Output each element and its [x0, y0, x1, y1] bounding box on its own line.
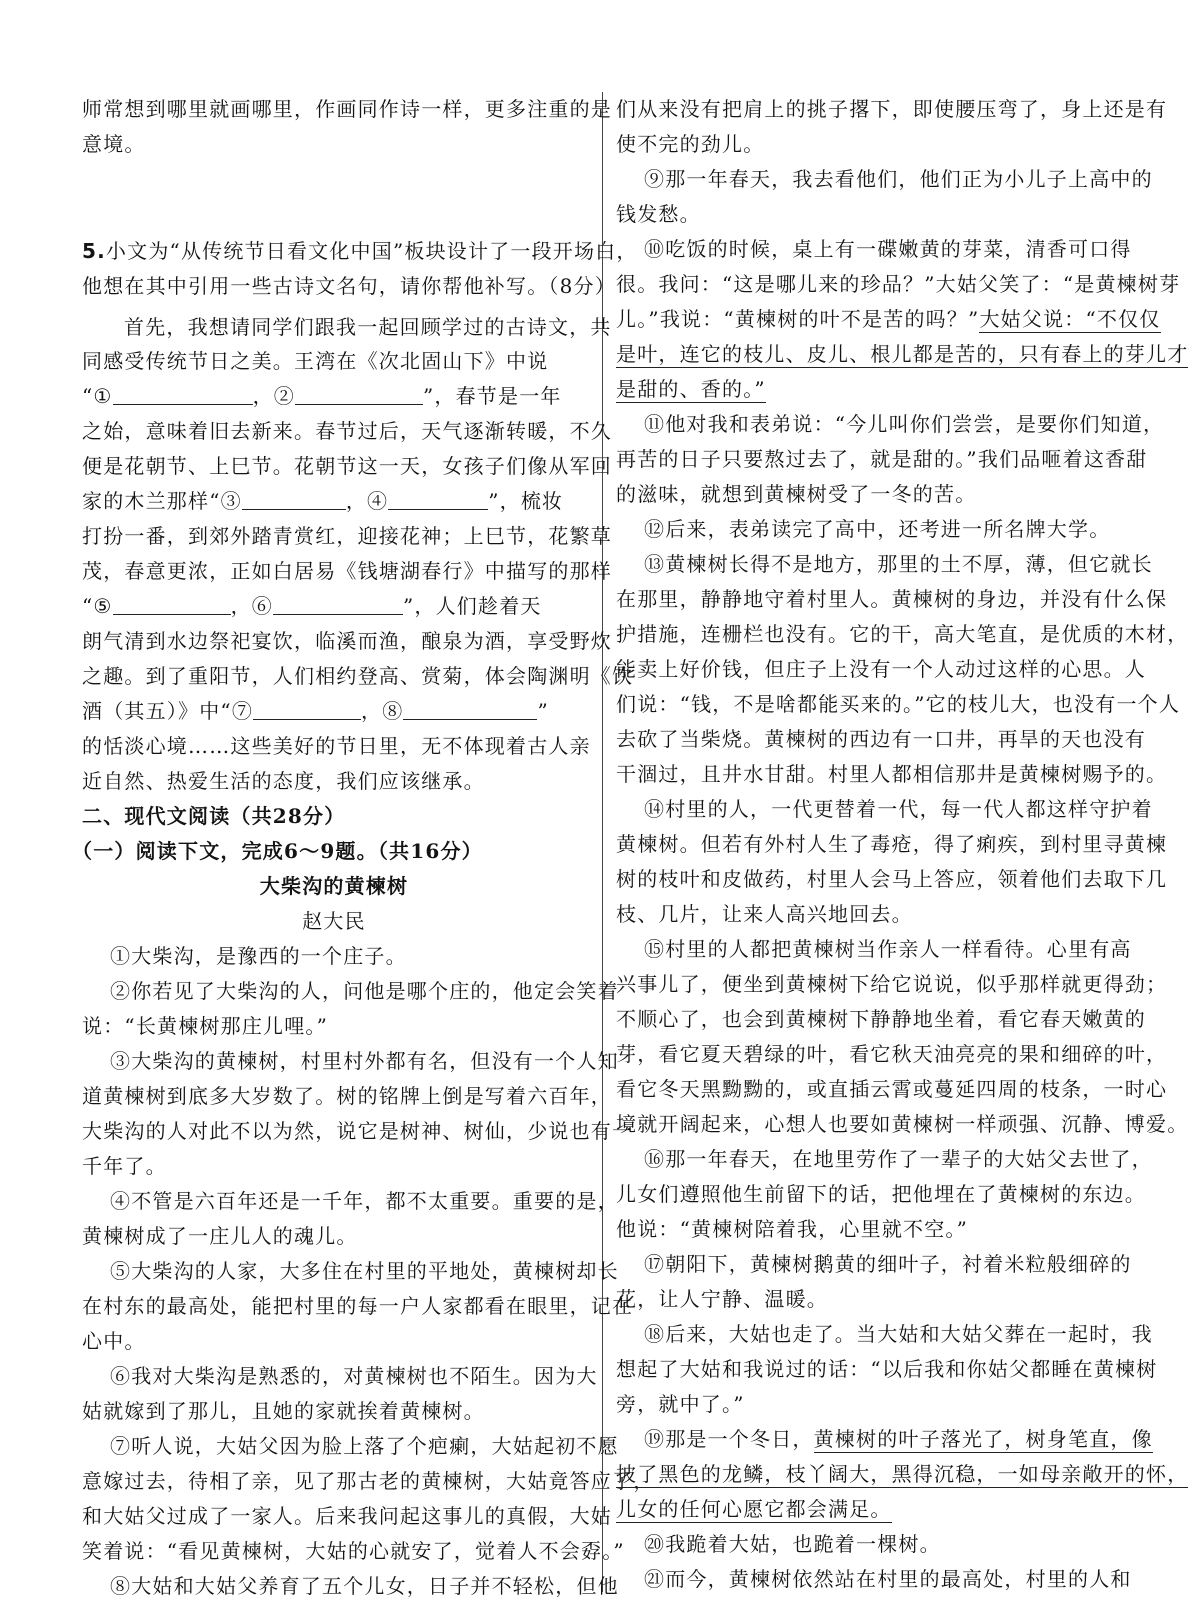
underlined-sentence: 黄楝树的叶子落光了，树身笔直，像: [813, 1427, 1153, 1451]
passage-line: 便是花朝节、上巳节。花朝节这一天，女孩子们像从军回: [82, 454, 612, 478]
article-paragraph-line: 黄楝树成了一庄儿人的魂儿。: [82, 1224, 358, 1248]
article-paragraph-line: 们从来没有把肩上的挑子撂下，即使腰压弯了，身上还是有: [616, 97, 1168, 121]
article-paragraph-line: 道黄楝树到底多大岁数了。树的铭牌上倒是写着六百年，: [82, 1084, 612, 1108]
article-paragraph-line-underlined: [616, 337, 1188, 371]
article-paragraph-line: 他说：“黄楝树陪着我，心里就不空。”: [616, 1217, 969, 1241]
blank-8[interactable]: [403, 699, 537, 720]
article-paragraph-line: ⑦听人说，大姑父因为脸上落了个疤瘌，大姑起初不愿: [110, 1434, 619, 1458]
underlined-sentence: 大姑父说：“不仅仅: [979, 307, 1161, 331]
article-title: 大柴沟的黄楝树: [259, 874, 409, 898]
blank-5[interactable]: [113, 594, 231, 615]
article-paragraph-line: ②你若见了大柴沟的人，问他是哪个庄的，他定会笑着: [110, 979, 619, 1003]
article-paragraph-line-underlined: [616, 1422, 1153, 1456]
article-paragraph-line: ①大柴沟，是豫西的一个庄子。: [110, 944, 407, 968]
passage-line: 同感受传统节日之美。王湾在《次北固山下》中说: [82, 349, 549, 373]
article-paragraph-line-underlined: [616, 1457, 1188, 1491]
blank-label-2: ，②: [252, 384, 295, 408]
article-paragraph-line: 去砍了当柴烧。黄楝树的西边有一口井，再旱的天也没有: [616, 727, 1146, 751]
passage-line-blanks-1-2: [82, 379, 562, 413]
article-paragraph-line: 笑着说：“看见黄楝树，大姑的心就安了，觉着人不会孬。”: [82, 1539, 625, 1563]
article-paragraph-line: ⑩吃饭的时候，桌上有一碟嫩黄的芽菜，清香可口得: [644, 237, 1132, 261]
article-paragraph-line: ⑱后来，大姑也走了。当大姑和大姑父葬在一起时，我: [644, 1322, 1153, 1346]
blank-1[interactable]: [113, 384, 253, 405]
article-paragraph-line: 在村东的最高处，能把村里的每一户人家都看在眼里，记在: [82, 1294, 634, 1318]
article-paragraph-line: 能卖上好价钱，但庄子上没有一个人动过这样的心思。人: [616, 657, 1146, 681]
passage-text: ”，人们趁着天: [402, 594, 542, 618]
article-paragraph-line: 树的枝叶和皮做药，村里人会马上答应，领着他们去取下几: [616, 867, 1168, 891]
article-paragraph-line: ⑳我跪着大姑，也跪着一棵树。: [644, 1532, 941, 1556]
article-paragraph-line: ⑪他对我和表弟说：“今儿叫你们尝尝，是要你们知道，: [644, 412, 1165, 436]
article-paragraph-line: 花，让人宁静、温暖。: [616, 1287, 828, 1311]
article-paragraph-line: ⑫后来，表弟读完了高中，还考进一所名牌大学。: [644, 517, 1111, 541]
article-paragraph-line: 枝、几片，让来人高兴地回去。: [616, 902, 913, 926]
passage-line-blanks-3-4: [82, 484, 563, 518]
passage-line: 首先，我想请同学们跟我一起回顾学过的古诗文，共: [124, 315, 612, 339]
article-paragraph-line: 护措施，连栅栏也没有。它的干，高大笔直，是优质的木材，: [616, 622, 1189, 646]
blank-label-7: 酒（其五）》中“⑦: [82, 699, 254, 723]
article-paragraph-line: 旁，就中了。”: [616, 1392, 745, 1416]
article-paragraph-line: 的滋味，就想到黄楝树受了一冬的苦。: [616, 482, 977, 506]
blank-label-8: ，⑧: [361, 699, 404, 723]
blank-label-3: 家的木兰那样“③: [82, 489, 242, 513]
question-5-line-1: [82, 234, 638, 268]
passage-line: 之趣。到了重阳节，人们相约登高、赏菊，体会陶渊明《饮: [82, 664, 634, 688]
article-paragraph-line: 黄楝树。但若有外村人生了毒疮，得了痢疾，到村里寻黄楝: [616, 832, 1168, 856]
question-5-line-2: 他想在其中引用一些古诗文名句，请你帮他补写。（8分）: [82, 274, 616, 298]
article-paragraph-line: 干涸过，且井水甘甜。村里人都相信那井是黄楝树赐予的。: [616, 762, 1168, 786]
blank-label-4: ，④: [345, 489, 389, 513]
passage-line: 近自然、热爱生活的态度，我们应该继承。: [82, 769, 485, 793]
article-paragraph-line: 在那里，静静地守着村里人。黄楝树的身边，并没有什么保: [616, 587, 1168, 611]
blank-label-6: ，⑥: [230, 594, 273, 618]
underlined-sentence: 是甜的、香的。”: [616, 377, 766, 401]
passage-line: 茂，春意更浓，正如白居易《钱塘湖春行》中描写的那样: [82, 559, 612, 583]
intro-line-1: 师常想到哪里就画哪里，作画同作诗一样，更多注重的是: [82, 97, 612, 121]
passage-line: 之始，意味着旧去新来。春节过后，天气逐渐转暖，不久: [82, 419, 612, 443]
article-paragraph-line: 大柴沟的人对此不以为然，说它是树神、树仙，少说也有一: [82, 1119, 634, 1143]
article-paragraph-line: 们说：“钱，不是啥都能买来的。”它的枝儿大，也没有一个人: [616, 692, 1181, 716]
article-paragraph-line: 境就开阔起来，心想人也要如黄楝树一样顽强、沉静、博爱。: [616, 1112, 1189, 1136]
article-paragraph-line: 想起了大姑和我说过的话：“以后我和你姑父都睡在黄楝树: [616, 1357, 1158, 1381]
article-paragraph-line: 儿女们遵照他生前留下的话，把他埋在了黄楝树的东边。: [616, 1182, 1146, 1206]
article-paragraph-line: ㉑而今，黄楝树依然站在村里的最高处，村里的人和: [644, 1567, 1132, 1591]
article-paragraph-line: 很。我问：“这是哪儿来的珍品？”大姑父笑了：“是黄楝树芽: [616, 272, 1181, 296]
passage-line: 朗气清到水边祭祀宴饮，临溪而渔，酿泉为酒，享受野炊: [82, 629, 612, 653]
passage-line: 的恬淡心境……这些美好的节日里，无不体现着古人亲: [82, 734, 591, 758]
article-paragraph-line: ⑧大姑和大姑父养育了五个儿女，日子并不轻松，但他: [110, 1574, 619, 1598]
article-paragraph-line-underlined: [616, 1492, 892, 1526]
blank-4[interactable]: [388, 489, 488, 510]
article-paragraph-line: 再苦的日子只要熬过去了，就是甜的。”我们品咂着这香甜: [616, 447, 1148, 471]
article-paragraph-line-underlined: [616, 372, 766, 406]
article-paragraph-line: ④不管是六百年还是一千年，都不太重要。重要的是，: [110, 1189, 619, 1213]
article-paragraph-line: 不顺心了，也会到黄楝树下静静地坐着，看它春天嫩黄的: [616, 1007, 1146, 1031]
blank-7[interactable]: [253, 699, 361, 720]
article-text: 儿。”我说：“黄楝树的叶不是苦的吗？”: [616, 307, 980, 331]
article-paragraph-line: 说：“长黄楝树那庄儿哩。”: [82, 1014, 329, 1038]
article-paragraph-line: 看它冬天黑黝黝的，或直插云霄或蔓延四周的枝条，一时心: [616, 1077, 1168, 1101]
article-paragraph-line: 心中。: [82, 1329, 146, 1353]
article-paragraph-line: 使不完的劲儿。: [616, 132, 765, 156]
blank-label-1: “①: [82, 384, 113, 408]
blank-3[interactable]: [242, 489, 346, 510]
passage-text: ”: [537, 699, 549, 723]
article-paragraph-line: 芽，看它夏天碧绿的叶，看它秋天油亮亮的果和细碎的叶，: [616, 1042, 1168, 1066]
passage-text: ”，梳妆: [488, 489, 564, 513]
blank-2[interactable]: [295, 384, 423, 405]
blank-label-5: “⑤: [82, 594, 113, 618]
passage-line-blanks-7-8: [82, 694, 549, 728]
passage-text: ”，春节是一年: [422, 384, 562, 408]
article-paragraph-line: ③大柴沟的黄楝树，村里村外都有名，但没有一个人知: [110, 1049, 619, 1073]
article-paragraph-line: ⑭村里的人，一代更替着一代，每一代人都这样守护着: [644, 797, 1153, 821]
underlined-sentence: 披了黑色的龙鳞，枝丫阔大，黑得沉稳，一如母亲敞开的怀，: [616, 1462, 1189, 1486]
underlined-sentence: 儿女的任何心愿它都会满足。: [616, 1497, 892, 1521]
article-paragraph-line: ⑤大柴沟的人家，大多住在村里的平地处，黄楝树却长: [110, 1259, 619, 1283]
passage-line-blanks-5-6: [82, 589, 542, 623]
article-text: ⑲那是一个冬日，: [644, 1427, 814, 1451]
article-paragraph-line: ⑨那一年春天，我去看他们，他们正为小儿子上高中的: [644, 167, 1153, 191]
section-heading: 二、现代文阅读（共28分）: [82, 804, 346, 828]
article-paragraph-line: ⑰朝阳下，黄楝树鹅黄的细叶子，衬着米粒般细碎的: [644, 1252, 1132, 1276]
article-paragraph-line: 意嫁过去，待相了亲，见了那古老的黄楝树，大姑竟答应了，: [82, 1469, 655, 1493]
blank-6[interactable]: [273, 594, 403, 615]
article-author: 赵大民: [302, 909, 366, 933]
article-paragraph-line: 兴事儿了，便坐到黄楝树下给它说说，似乎那样就更得劲；: [616, 972, 1168, 996]
article-paragraph-line: ⑬黄楝树长得不是地方，那里的土不厚，薄，但它就长: [644, 552, 1153, 576]
article-paragraph-line: 钱发愁。: [616, 202, 701, 226]
intro-line-2: 意境。: [82, 132, 146, 156]
article-paragraph-line: 姑就嫁到了那儿，且她的家就挨着黄楝树。: [82, 1399, 485, 1423]
underlined-sentence: 是叶，连它的枝儿、皮儿、根儿都是苦的，只有春上的芽儿才: [616, 342, 1189, 366]
article-paragraph-line: ⑯那一年春天，在地里劳作了一辈子的大姑父去世了，: [644, 1147, 1153, 1171]
article-paragraph-line: 和大姑父过成了一家人。后来我问起这事儿的真假，大姑: [82, 1504, 612, 1528]
passage-line: 打扮一番，到郊外踏青赏红，迎接花神；上巳节，花繁草: [82, 524, 612, 548]
article-paragraph-line: ⑮村里的人都把黄楝树当作亲人一样看待。心里有高: [644, 937, 1132, 961]
question-5-text-1: 小文为“从传统节日看文化中国”板块设计了一段开场白，: [105, 239, 638, 263]
question-number: 5.: [82, 239, 106, 263]
article-paragraph-line: 千年了。: [82, 1154, 167, 1178]
article-paragraph-line: ⑥我对大柴沟是熟悉的，对黄楝树也不陌生。因为大: [110, 1364, 598, 1388]
subsection-heading: （一）阅读下文，完成6～9题。（共16分）: [72, 839, 483, 863]
article-paragraph-line-underlined: [616, 302, 1161, 336]
